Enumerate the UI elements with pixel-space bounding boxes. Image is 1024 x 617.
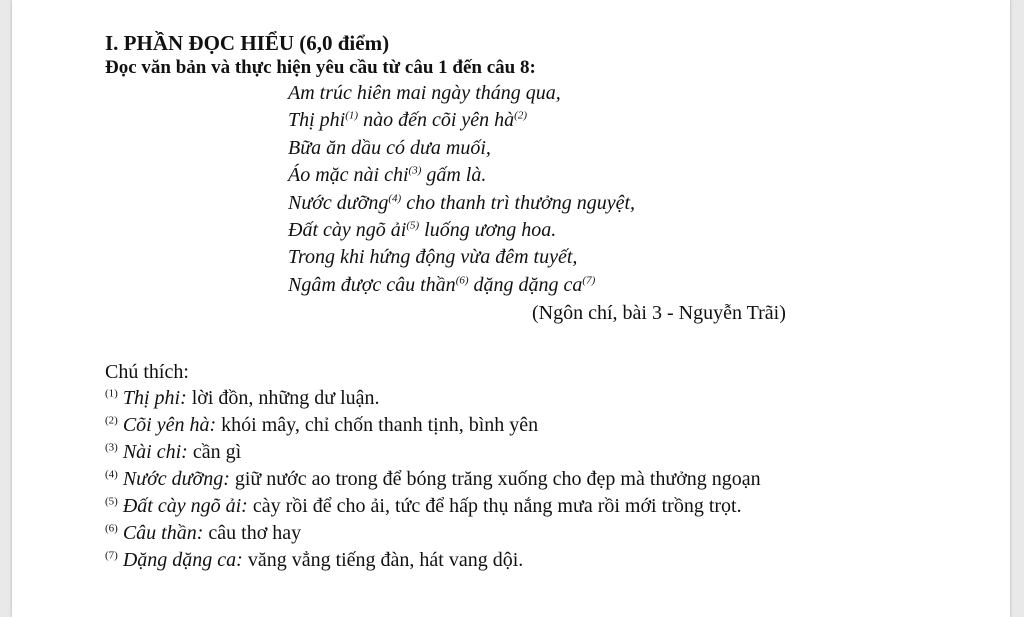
poem <box>105 80 985 299</box>
footnotes <box>105 359 985 574</box>
document-content <box>105 30 985 574</box>
footnote-ref-1: (1) <box>345 109 359 122</box>
poem-line-7: Trong khi hứng động vừa đêm tuyết, <box>288 246 578 269</box>
poem-line-8: Ngâm được câu thần$^{(6)}$ dặng dặng $ca^{(7)}$ <box>288 273 596 296</box>
footnote-ref-5: (5) <box>406 219 420 232</box>
footnotes-title: Chú thích: <box>105 361 189 384</box>
footnote-ref-7: (7) <box>582 274 596 287</box>
footnote-item: $^{(2)}$ Cõi yên hà: khói mây, chỉ chốn thanh tịnh, bình yên <box>105 414 539 437</box>
poem-line-5: Nước dưỡng$^{(4)}$ cho thanh trì thưởng nguyệt, <box>288 191 635 214</box>
poem-source: (Ngôn chí, bài 3 - Nguyễn Trãi) <box>532 302 786 325</box>
footnote-ref-6: (6) <box>455 274 469 287</box>
section-heading: I. PHẦN ĐỌC HIỂU (6,0 điểm) <box>105 31 390 55</box>
poem-line-4: Áo mặc nài chi$^{(3)}$ gấm là. <box>288 164 487 187</box>
document-page <box>12 0 1010 617</box>
footnote-ref-2: (2) <box>514 109 527 122</box>
instruction-text: Đọc văn bản và thực hiện yêu cầu từ câu 1 đến câu 8: <box>105 57 536 78</box>
poem-line-3: Bữa ăn dầu có dưa muối, <box>288 136 491 159</box>
footnote-item: $^{(3)}$ Nài chi: cần gì <box>105 441 242 464</box>
footnote-item: $^{(1)}$ Thị phi: lời đồn, những dư luận. <box>105 387 380 410</box>
footnote-item: $^{(7)}$ Dặng dặng ca: văng vẳng tiếng đàn, hát vang dội. <box>105 549 524 572</box>
footnote-item: $^{(4)}$ Nước dưỡng: giữ nước ao trong để bóng trăng xuống cho đẹp mà thưởng ngoạn <box>105 468 761 491</box>
footnote-ref-3: (3) <box>408 164 422 177</box>
poem-line-2: Thị phi$^{(1)}$ nào đến cõi yên $hà^{(2)}$ <box>288 109 527 132</box>
footnote-ref-4: (4) <box>388 191 402 204</box>
footnote-item: $^{(5)}$ Đất cày ngõ ải: cày rồi để cho ải, tức để hấp thụ nắng mưa rồi mới trồng trọt. <box>105 495 742 518</box>
poem-line-1: Am trúc hiên mai ngày tháng qua, <box>288 82 561 104</box>
footnote-item: $^{(6)}$ Câu thần: câu thơ hay <box>105 522 302 545</box>
poem-line-6: Đất cày ngõ ải$^{(5)}$ luống ương hoa. <box>288 219 557 242</box>
